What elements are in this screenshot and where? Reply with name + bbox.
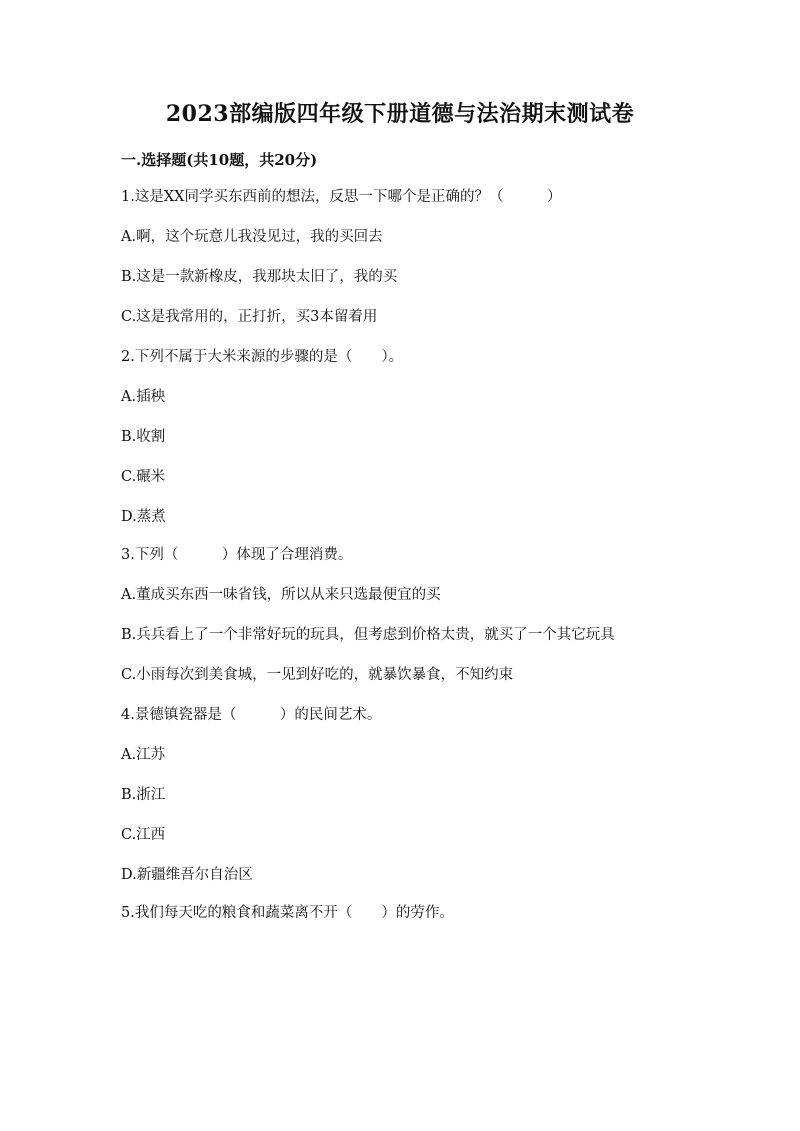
question-2-option-b: B.收割 [121,429,166,445]
question-3-option-b: B.兵兵看上了一个非常好玩的玩具，但考虑到价格太贵，就买了一个其它玩具 [121,627,615,643]
question-2-option-c: C.碾米 [121,469,166,485]
question-1-option-b: B.这是一款新橡皮，我那块太旧了，我的买 [121,269,398,285]
question-4-option-a: A.江苏 [121,747,166,763]
page-title: 2023部编版四年级下册道德与法治期末测试卷 [165,101,635,127]
question-3-stem: 3.下列（ ）体现了合理消费。 [121,547,353,563]
question-2-stem: 2.下列不属于大米来源的步骤的是（ ）。 [121,349,404,365]
question-2-option-a: A.插秧 [121,389,166,405]
question-3-option-c: C.小雨每次到美食城，一见到好吃的，就暴饮暴食，不知约束 [121,667,514,683]
question-1-option-c: C.这是我常用的，正打折，买3本留着用 [121,309,378,325]
question-4-option-c: C.江西 [121,827,166,843]
question-4-option-d: D.新疆维吾尔自治区 [121,867,253,883]
section-heading: 一.选择题(共10题，共20分) [121,151,318,169]
question-4-stem: 4.景德镇瓷器是（ ）的民间艺术。 [121,707,382,723]
question-3-option-a: A.董成买东西一味省钱，所以从来只选最便宜的买 [121,587,441,603]
question-4-option-b: B.浙江 [121,787,166,803]
question-1-option-a: A.啊，这个玩意儿我没见过，我的买回去 [121,229,383,245]
question-5-stem: 5.我们每天吃的粮食和蔬菜离不开（ ）的劳作。 [121,905,454,921]
question-1-stem: 1.这是XX同学买东西前的想法，反思一下哪个是正确的？（ ） [121,189,562,205]
question-2-option-d: D.蒸煮 [121,509,166,525]
